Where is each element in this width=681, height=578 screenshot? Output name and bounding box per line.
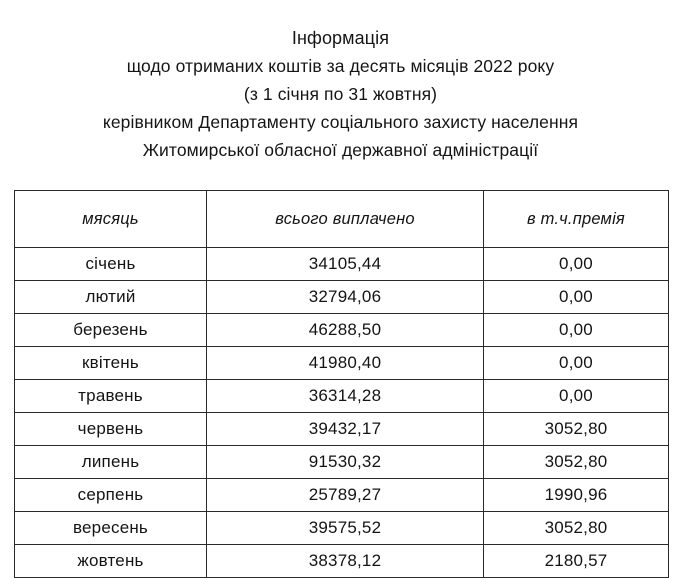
cell-bonus: 0,00 [484,314,669,347]
column-header-month: мясяць [15,191,207,248]
cell-month: жовтень [15,545,207,578]
cell-total-paid: 91530,32 [207,446,484,479]
table-row [15,281,669,314]
cell-total-paid: 41980,40 [207,347,484,380]
cell-bonus: 0,00 [484,248,669,281]
cell-bonus: 3052,80 [484,512,669,545]
cell-bonus: 0,00 [484,281,669,314]
heading-line-3: (з 1 січня по 31 жовтня) [243,84,438,104]
cell-month: травень [15,380,207,413]
payments-table [14,190,669,578]
document-heading [0,0,681,164]
cell-total-paid: 39575,52 [207,512,484,545]
cell-month: вересень [15,512,207,545]
cell-total-paid: 34105,44 [207,248,484,281]
heading-line-1: Інформація [291,28,390,48]
cell-bonus: 3052,80 [484,446,669,479]
table-row [15,347,669,380]
cell-total-paid: 32794,06 [207,281,484,314]
table-row [15,380,669,413]
cell-total-paid: 39432,17 [207,413,484,446]
table-row [15,314,669,347]
table-row [15,512,669,545]
table-body [15,248,669,578]
column-header-bonus: в т.ч.премія [484,191,669,248]
table-header [15,191,669,248]
cell-month: березень [15,314,207,347]
cell-month: червень [15,413,207,446]
cell-total-paid: 25789,27 [207,479,484,512]
cell-total-paid: 46288,50 [207,314,484,347]
cell-bonus: 0,00 [484,380,669,413]
table-row [15,248,669,281]
cell-bonus: 2180,57 [484,545,669,578]
table-row [15,446,669,479]
cell-month: липень [15,446,207,479]
heading-line-2: щодо отриманих коштів за десять місяців 2022 року [126,56,555,76]
table-row [15,479,669,512]
column-header-total-paid: всього виплачено [207,191,484,248]
heading-line-5: Житомирської обласної державної адміністрації [142,140,539,160]
cell-month: лютий [15,281,207,314]
heading-line-4: керівником Департаменту соціального захисту населення [102,112,579,132]
cell-total-paid: 36314,28 [207,380,484,413]
cell-bonus: 0,00 [484,347,669,380]
cell-month: серпень [15,479,207,512]
cell-total-paid: 38378,12 [207,545,484,578]
cell-bonus: 3052,80 [484,413,669,446]
cell-month: січень [15,248,207,281]
payments-table-wrapper [14,190,668,578]
table-header-row [15,191,669,248]
table-row [15,413,669,446]
table-row [15,545,669,578]
cell-month: квітень [15,347,207,380]
cell-bonus: 1990,96 [484,479,669,512]
